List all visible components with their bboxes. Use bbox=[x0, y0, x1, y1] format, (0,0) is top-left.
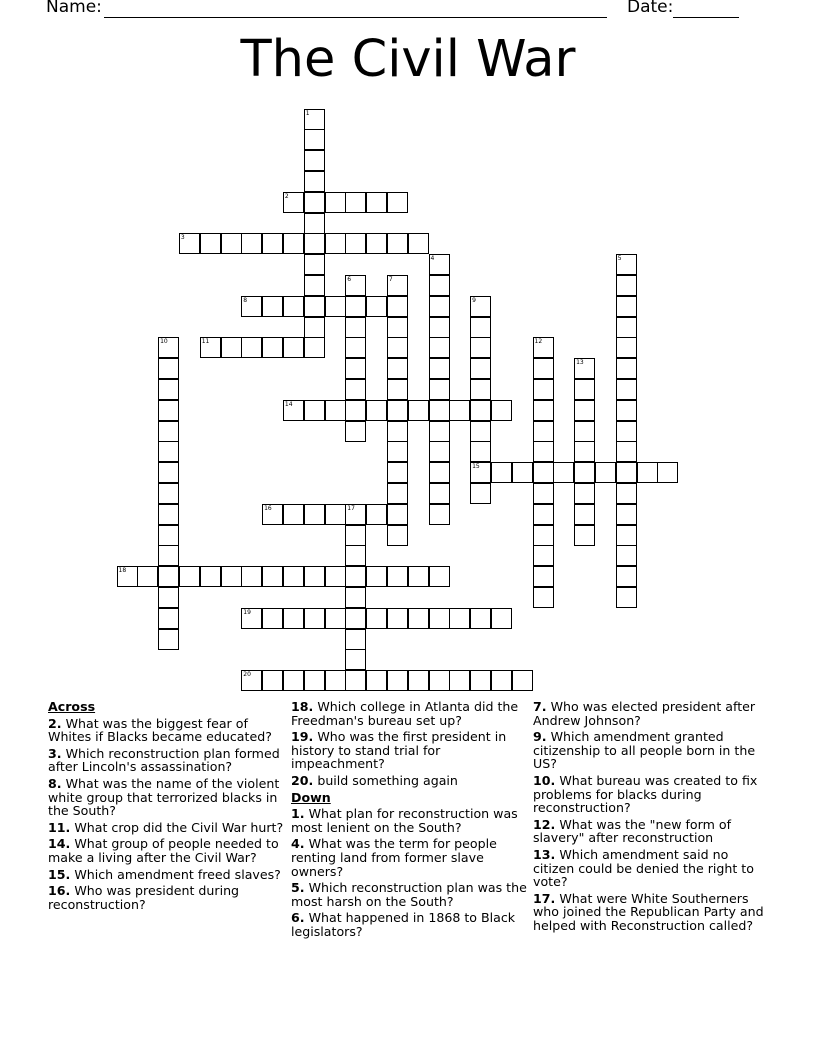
crossword-cell[interactable] bbox=[241, 608, 262, 629]
crossword-cell[interactable] bbox=[429, 317, 450, 338]
down-clue bbox=[533, 818, 773, 845]
crossword-cell[interactable] bbox=[533, 462, 554, 483]
crossword-cell[interactable] bbox=[595, 462, 616, 483]
crossword-cell[interactable] bbox=[616, 358, 637, 379]
clues-column-1 bbox=[48, 700, 288, 914]
crossword-cell[interactable] bbox=[325, 504, 346, 525]
crossword-cell[interactable] bbox=[158, 608, 179, 629]
clue-number: 14 bbox=[284, 400, 293, 408]
clue-number: 20. bbox=[291, 772, 314, 788]
crossword-cell[interactable] bbox=[491, 400, 512, 421]
crossword-cell[interactable] bbox=[200, 566, 221, 587]
crossword-cell[interactable] bbox=[262, 608, 283, 629]
crossword-cell[interactable] bbox=[179, 233, 200, 254]
crossword-cell[interactable] bbox=[574, 483, 595, 504]
crossword-cell[interactable] bbox=[616, 296, 637, 317]
crossword-cell[interactable] bbox=[616, 254, 637, 275]
clue-text: What was the name of the violent white group that terrorized blacks in the South? bbox=[48, 775, 280, 819]
clue-number: 1 bbox=[305, 109, 310, 117]
clue-text: build something again bbox=[317, 772, 458, 788]
across-clue bbox=[48, 837, 288, 864]
crossword-cell[interactable] bbox=[304, 129, 325, 150]
down-clue bbox=[533, 892, 773, 933]
crossword-cell[interactable] bbox=[408, 670, 429, 691]
clue-text: Which amendment freed slaves? bbox=[74, 866, 281, 882]
clue-number: 4. bbox=[291, 836, 305, 852]
clue-number: 10. bbox=[533, 772, 556, 788]
crossword-cell[interactable] bbox=[470, 296, 491, 317]
crossword-cell[interactable] bbox=[387, 462, 408, 483]
clue-number: 6. bbox=[291, 910, 305, 926]
crossword-cell[interactable] bbox=[429, 358, 450, 379]
crossword-cell[interactable] bbox=[553, 462, 574, 483]
crossword-cell[interactable] bbox=[304, 337, 325, 358]
clue-text: Who was the first president in history to stand trial for impeachment? bbox=[291, 729, 507, 772]
crossword-cell[interactable] bbox=[574, 525, 595, 546]
crossword-cell[interactable] bbox=[158, 441, 179, 462]
crossword-cell[interactable] bbox=[387, 337, 408, 358]
crossword-cell[interactable] bbox=[408, 233, 429, 254]
crossword-cell[interactable] bbox=[345, 379, 366, 400]
crossword-cell[interactable] bbox=[262, 337, 283, 358]
crossword-cell[interactable] bbox=[429, 379, 450, 400]
crossword-cell[interactable] bbox=[470, 337, 491, 358]
crossword-cell[interactable] bbox=[304, 150, 325, 171]
crossword-cell[interactable] bbox=[283, 504, 304, 525]
crossword-cell[interactable] bbox=[574, 504, 595, 525]
crossword-cell[interactable] bbox=[387, 504, 408, 525]
crossword-cell[interactable] bbox=[325, 233, 346, 254]
crossword-cell[interactable] bbox=[345, 587, 366, 608]
crossword-cell[interactable] bbox=[491, 608, 512, 629]
crossword-cell[interactable] bbox=[387, 296, 408, 317]
clue-number: 8 bbox=[243, 296, 248, 304]
crossword-cell[interactable] bbox=[345, 317, 366, 338]
crossword-cell[interactable] bbox=[345, 504, 366, 525]
crossword-cell[interactable] bbox=[345, 275, 366, 296]
crossword-cell[interactable] bbox=[366, 400, 387, 421]
crossword-cell[interactable] bbox=[304, 566, 325, 587]
crossword-cell[interactable] bbox=[304, 171, 325, 192]
crossword-cell[interactable] bbox=[616, 421, 637, 442]
clue-number: 3. bbox=[48, 745, 62, 761]
crossword-cell[interactable] bbox=[345, 545, 366, 566]
clue-number: 9 bbox=[472, 296, 476, 304]
crossword-cell[interactable] bbox=[429, 400, 450, 421]
crossword-cell[interactable] bbox=[283, 296, 304, 317]
crossword-cell[interactable] bbox=[533, 337, 554, 358]
crossword-cell[interactable] bbox=[304, 670, 325, 691]
clue-text: What was the term for people renting land from former slave owners? bbox=[291, 836, 497, 879]
crossword-cell[interactable] bbox=[387, 317, 408, 338]
crossword-cell[interactable] bbox=[533, 358, 554, 379]
crossword-cell[interactable] bbox=[345, 233, 366, 254]
crossword-cell[interactable] bbox=[470, 317, 491, 338]
crossword-cell[interactable] bbox=[429, 421, 450, 442]
crossword-cell[interactable] bbox=[387, 670, 408, 691]
crossword-cell[interactable] bbox=[304, 233, 325, 254]
clue-text: Which amendment granted citizenship to all people born in the US? bbox=[533, 729, 756, 772]
crossword-cell[interactable] bbox=[158, 483, 179, 504]
across-heading: Across bbox=[48, 699, 96, 714]
crossword-cell[interactable] bbox=[345, 525, 366, 546]
crossword-cell[interactable] bbox=[429, 608, 450, 629]
crossword-cell[interactable] bbox=[325, 296, 346, 317]
crossword-cell[interactable] bbox=[429, 483, 450, 504]
across-clue bbox=[48, 868, 288, 882]
crossword-cell[interactable] bbox=[262, 566, 283, 587]
clue-number: 18 bbox=[118, 567, 127, 575]
crossword-cell[interactable] bbox=[470, 379, 491, 400]
clue-number: 2. bbox=[48, 715, 62, 731]
crossword-cell[interactable] bbox=[429, 254, 450, 275]
down-clue bbox=[291, 911, 531, 938]
crossword-cell[interactable] bbox=[158, 462, 179, 483]
crossword-cell[interactable] bbox=[137, 566, 158, 587]
crossword-cell[interactable] bbox=[429, 566, 450, 587]
crossword-cell[interactable] bbox=[200, 233, 221, 254]
crossword-cell[interactable] bbox=[158, 629, 179, 650]
clue-text: What was the "new form of slavery" after reconstruction bbox=[533, 816, 732, 846]
crossword-cell[interactable] bbox=[533, 525, 554, 546]
crossword-cell[interactable] bbox=[616, 441, 637, 462]
crossword-cell[interactable] bbox=[345, 629, 366, 650]
crossword-cell[interactable] bbox=[325, 400, 346, 421]
crossword-cell[interactable] bbox=[574, 358, 595, 379]
crossword-cell[interactable] bbox=[449, 400, 470, 421]
crossword-cell[interactable] bbox=[241, 296, 262, 317]
clue-text: Who was elected president after Andrew Johnson? bbox=[533, 699, 756, 728]
crossword-cell[interactable] bbox=[158, 587, 179, 608]
crossword-cell[interactable] bbox=[616, 483, 637, 504]
crossword-cell[interactable] bbox=[512, 462, 533, 483]
crossword-cell[interactable] bbox=[345, 649, 366, 670]
crossword-cell[interactable] bbox=[304, 317, 325, 338]
clue-text: What bureau was created to fix problems for blacks during reconstruction? bbox=[533, 772, 758, 816]
clue-number: 1. bbox=[291, 806, 305, 822]
crossword-cell[interactable] bbox=[325, 670, 346, 691]
clue-text: What crop did the Civil War hurt? bbox=[74, 819, 284, 835]
clue-number: 9. bbox=[533, 729, 547, 745]
clue-number: 15. bbox=[48, 866, 71, 882]
crossword-cell[interactable] bbox=[221, 233, 242, 254]
crossword-cell[interactable] bbox=[616, 400, 637, 421]
crossword-cell[interactable] bbox=[408, 400, 429, 421]
clue-number: 12 bbox=[534, 338, 543, 346]
crossword-cell[interactable] bbox=[408, 608, 429, 629]
crossword-cell[interactable] bbox=[429, 275, 450, 296]
crossword-cell[interactable] bbox=[387, 400, 408, 421]
crossword-cell[interactable] bbox=[616, 462, 637, 483]
across-clue bbox=[291, 730, 531, 771]
crossword-cell[interactable] bbox=[262, 670, 283, 691]
crossword-cell[interactable] bbox=[533, 421, 554, 442]
clue-text: What group of people needed to make a living after the Civil War? bbox=[48, 836, 279, 865]
clue-number: 10 bbox=[160, 338, 168, 346]
crossword-cell[interactable] bbox=[574, 462, 595, 483]
down-clue bbox=[533, 730, 773, 771]
down-clue bbox=[291, 881, 531, 908]
crossword-cell[interactable] bbox=[470, 441, 491, 462]
crossword-cell[interactable] bbox=[117, 566, 138, 587]
crossword-cell[interactable] bbox=[345, 192, 366, 213]
crossword-cell[interactable] bbox=[387, 441, 408, 462]
crossword-cell[interactable] bbox=[512, 670, 533, 691]
crossword-cell[interactable] bbox=[616, 275, 637, 296]
clue-number: 19 bbox=[243, 608, 251, 616]
clue-number: 7. bbox=[533, 699, 547, 714]
down-clue bbox=[533, 774, 773, 815]
clue-text: Which reconstruction plan formed after Lincoln's assassination? bbox=[48, 745, 280, 775]
crossword-cell[interactable] bbox=[158, 337, 179, 358]
crossword-cell[interactable] bbox=[158, 525, 179, 546]
clues-column-3 bbox=[533, 700, 773, 936]
across-clue bbox=[48, 747, 288, 774]
clue-number: 8. bbox=[48, 775, 62, 791]
crossword-cell[interactable] bbox=[283, 337, 304, 358]
down-heading: Down bbox=[291, 789, 331, 805]
clue-number: 15 bbox=[472, 463, 480, 471]
crossword-cell[interactable] bbox=[366, 504, 387, 525]
crossword-cell[interactable] bbox=[345, 400, 366, 421]
crossword-cell[interactable] bbox=[325, 566, 346, 587]
crossword-cell[interactable] bbox=[325, 608, 346, 629]
crossword-cell[interactable] bbox=[429, 337, 450, 358]
crossword-cell[interactable] bbox=[533, 379, 554, 400]
crossword-cell[interactable] bbox=[533, 587, 554, 608]
clue-number: 17. bbox=[533, 890, 556, 906]
crossword-cell[interactable] bbox=[158, 421, 179, 442]
clue-text: Which college in Atlanta did the Freedman's bureau set up? bbox=[291, 699, 519, 728]
crossword-cell[interactable] bbox=[158, 379, 179, 400]
crossword-cell[interactable] bbox=[470, 358, 491, 379]
clue-number: 13 bbox=[576, 359, 584, 367]
crossword-cell[interactable] bbox=[616, 379, 637, 400]
across-clue bbox=[48, 717, 288, 744]
crossword-cell[interactable] bbox=[616, 525, 637, 546]
crossword-cell[interactable] bbox=[387, 275, 408, 296]
crossword-cell[interactable] bbox=[387, 608, 408, 629]
crossword-cell[interactable] bbox=[325, 192, 346, 213]
crossword-cell[interactable] bbox=[533, 400, 554, 421]
crossword-cell[interactable] bbox=[449, 608, 470, 629]
clue-text: What was the biggest fear of Whites if Blacks became educated? bbox=[48, 715, 272, 745]
crossword-cell[interactable] bbox=[574, 441, 595, 462]
crossword-cell[interactable] bbox=[387, 192, 408, 213]
crossword-cell[interactable] bbox=[200, 337, 221, 358]
crossword-cell[interactable] bbox=[533, 441, 554, 462]
crossword-cell[interactable] bbox=[304, 504, 325, 525]
crossword-cell[interactable] bbox=[283, 670, 304, 691]
crossword-cell[interactable] bbox=[179, 566, 200, 587]
clue-number: 12. bbox=[533, 816, 556, 832]
crossword-cell[interactable] bbox=[366, 670, 387, 691]
name-label: Name: bbox=[46, 0, 102, 17]
crossword-cell[interactable] bbox=[304, 254, 325, 275]
crossword-cell[interactable] bbox=[158, 400, 179, 421]
clue-number: 18. bbox=[291, 699, 314, 714]
crossword-cell[interactable] bbox=[574, 400, 595, 421]
crossword-cell[interactable] bbox=[387, 233, 408, 254]
clue-number: 16 bbox=[264, 504, 272, 512]
crossword-cell[interactable] bbox=[637, 462, 658, 483]
crossword-cell[interactable] bbox=[387, 525, 408, 546]
crossword-cell[interactable] bbox=[283, 608, 304, 629]
crossword-cell[interactable] bbox=[345, 608, 366, 629]
crossword-cell[interactable] bbox=[345, 296, 366, 317]
clue-text: Which reconstruction plan was the most harsh on the South? bbox=[291, 880, 527, 909]
crossword-cell[interactable] bbox=[283, 192, 304, 213]
clues-column-2 bbox=[291, 700, 531, 942]
crossword-cell[interactable] bbox=[345, 421, 366, 442]
crossword-cell[interactable] bbox=[533, 566, 554, 587]
crossword-cell[interactable] bbox=[304, 275, 325, 296]
crossword-cell[interactable] bbox=[533, 545, 554, 566]
down-clue bbox=[533, 848, 773, 889]
clue-number: 5. bbox=[291, 880, 305, 896]
page-title: The Civil War bbox=[240, 30, 576, 89]
crossword-cell[interactable] bbox=[158, 504, 179, 525]
crossword-cell[interactable] bbox=[429, 296, 450, 317]
crossword-cell[interactable] bbox=[241, 233, 262, 254]
crossword-cell[interactable] bbox=[533, 483, 554, 504]
crossword-cell[interactable] bbox=[491, 462, 512, 483]
crossword-cell[interactable] bbox=[366, 192, 387, 213]
across-clue bbox=[48, 821, 288, 835]
crossword-cell[interactable] bbox=[429, 462, 450, 483]
clue-number: 5 bbox=[617, 255, 622, 263]
crossword-cell[interactable] bbox=[241, 566, 262, 587]
crossword-cell[interactable] bbox=[221, 337, 242, 358]
crossword-cell[interactable] bbox=[616, 504, 637, 525]
crossword-cell[interactable] bbox=[241, 337, 262, 358]
crossword-cell[interactable] bbox=[470, 483, 491, 504]
down-clue bbox=[291, 807, 531, 834]
across-clue bbox=[48, 884, 288, 911]
crossword-cell[interactable] bbox=[345, 337, 366, 358]
crossword-cell[interactable] bbox=[616, 337, 637, 358]
crossword-cell[interactable] bbox=[158, 545, 179, 566]
crossword-cell[interactable] bbox=[387, 379, 408, 400]
clue-number: 11 bbox=[201, 338, 210, 346]
crossword-cell[interactable] bbox=[345, 566, 366, 587]
crossword-cell[interactable] bbox=[470, 421, 491, 442]
crossword-cell[interactable] bbox=[262, 296, 283, 317]
crossword-cell[interactable] bbox=[304, 213, 325, 234]
crossword-cell[interactable] bbox=[616, 545, 637, 566]
crossword-cell[interactable] bbox=[304, 400, 325, 421]
crossword-cell[interactable] bbox=[449, 670, 470, 691]
across-clue bbox=[291, 700, 531, 727]
clue-number: 16. bbox=[48, 883, 71, 899]
crossword-cell[interactable] bbox=[533, 504, 554, 525]
date-label: Date: bbox=[627, 0, 674, 17]
down-clue bbox=[533, 700, 773, 727]
crossword-cell[interactable] bbox=[470, 462, 491, 483]
clue-number: 4 bbox=[430, 255, 435, 263]
clue-text: Who was president during reconstruction? bbox=[48, 883, 240, 912]
crossword-cell[interactable] bbox=[345, 358, 366, 379]
crossword-cell[interactable] bbox=[574, 379, 595, 400]
across-clue bbox=[48, 777, 288, 818]
crossword-cell[interactable] bbox=[470, 608, 491, 629]
crossword-cell[interactable] bbox=[304, 608, 325, 629]
crossword-cell[interactable] bbox=[262, 504, 283, 525]
crossword-cell[interactable] bbox=[408, 566, 429, 587]
crossword-cell[interactable] bbox=[387, 358, 408, 379]
clue-number: 11. bbox=[48, 819, 71, 835]
crossword-cell[interactable] bbox=[241, 670, 262, 691]
crossword-cell[interactable] bbox=[221, 566, 242, 587]
clue-number: 20 bbox=[243, 671, 251, 679]
crossword-cell[interactable] bbox=[470, 670, 491, 691]
clue-number: 3 bbox=[180, 234, 185, 242]
down-clue bbox=[291, 837, 531, 878]
clue-number: 7 bbox=[388, 275, 393, 283]
crossword-cell[interactable] bbox=[283, 400, 304, 421]
crossword-cell[interactable] bbox=[657, 462, 678, 483]
clue-text: What plan for reconstruction was most lenient on the South? bbox=[291, 806, 518, 835]
crossword-cell[interactable] bbox=[491, 670, 512, 691]
clue-number: 6 bbox=[347, 275, 352, 283]
crossword-cell[interactable] bbox=[470, 400, 491, 421]
crossword-cell[interactable] bbox=[262, 233, 283, 254]
crossword-cell[interactable] bbox=[304, 109, 325, 130]
clue-number: 17 bbox=[347, 504, 355, 512]
crossword-cell[interactable] bbox=[304, 192, 325, 213]
clue-text: What were White Southerners who joined the Republican Party and helped with Reconstruction called? bbox=[533, 890, 764, 933]
crossword-cell[interactable] bbox=[366, 233, 387, 254]
crossword-cell[interactable] bbox=[387, 483, 408, 504]
clue-number: 13. bbox=[533, 846, 556, 862]
crossword-cell[interactable] bbox=[366, 296, 387, 317]
clue-text: What happened in 1868 to Black legislators? bbox=[291, 910, 516, 939]
clue-text: Which amendment said no citizen could be denied the right to vote? bbox=[533, 846, 754, 890]
crossword-cell[interactable] bbox=[616, 566, 637, 587]
clue-number: 19. bbox=[291, 729, 314, 745]
crossword-cell[interactable] bbox=[387, 566, 408, 587]
crossword-cell[interactable] bbox=[366, 608, 387, 629]
crossword-cell[interactable] bbox=[616, 587, 637, 608]
crossword-cell[interactable] bbox=[283, 233, 304, 254]
crossword-cell[interactable] bbox=[429, 504, 450, 525]
across-clue bbox=[291, 774, 531, 788]
crossword-cell[interactable] bbox=[387, 421, 408, 442]
crossword-cell[interactable] bbox=[429, 670, 450, 691]
clue-number: 2 bbox=[284, 192, 289, 200]
crossword-cell[interactable] bbox=[574, 421, 595, 442]
crossword-cell[interactable] bbox=[366, 566, 387, 587]
crossword-cell[interactable] bbox=[283, 566, 304, 587]
clue-number: 14. bbox=[48, 836, 71, 852]
crossword-cell[interactable] bbox=[616, 317, 637, 338]
crossword-cell[interactable] bbox=[158, 566, 179, 587]
crossword-cell[interactable] bbox=[429, 441, 450, 462]
crossword-cell[interactable] bbox=[158, 358, 179, 379]
crossword-cell[interactable] bbox=[345, 670, 366, 691]
crossword-cell[interactable] bbox=[304, 296, 325, 317]
